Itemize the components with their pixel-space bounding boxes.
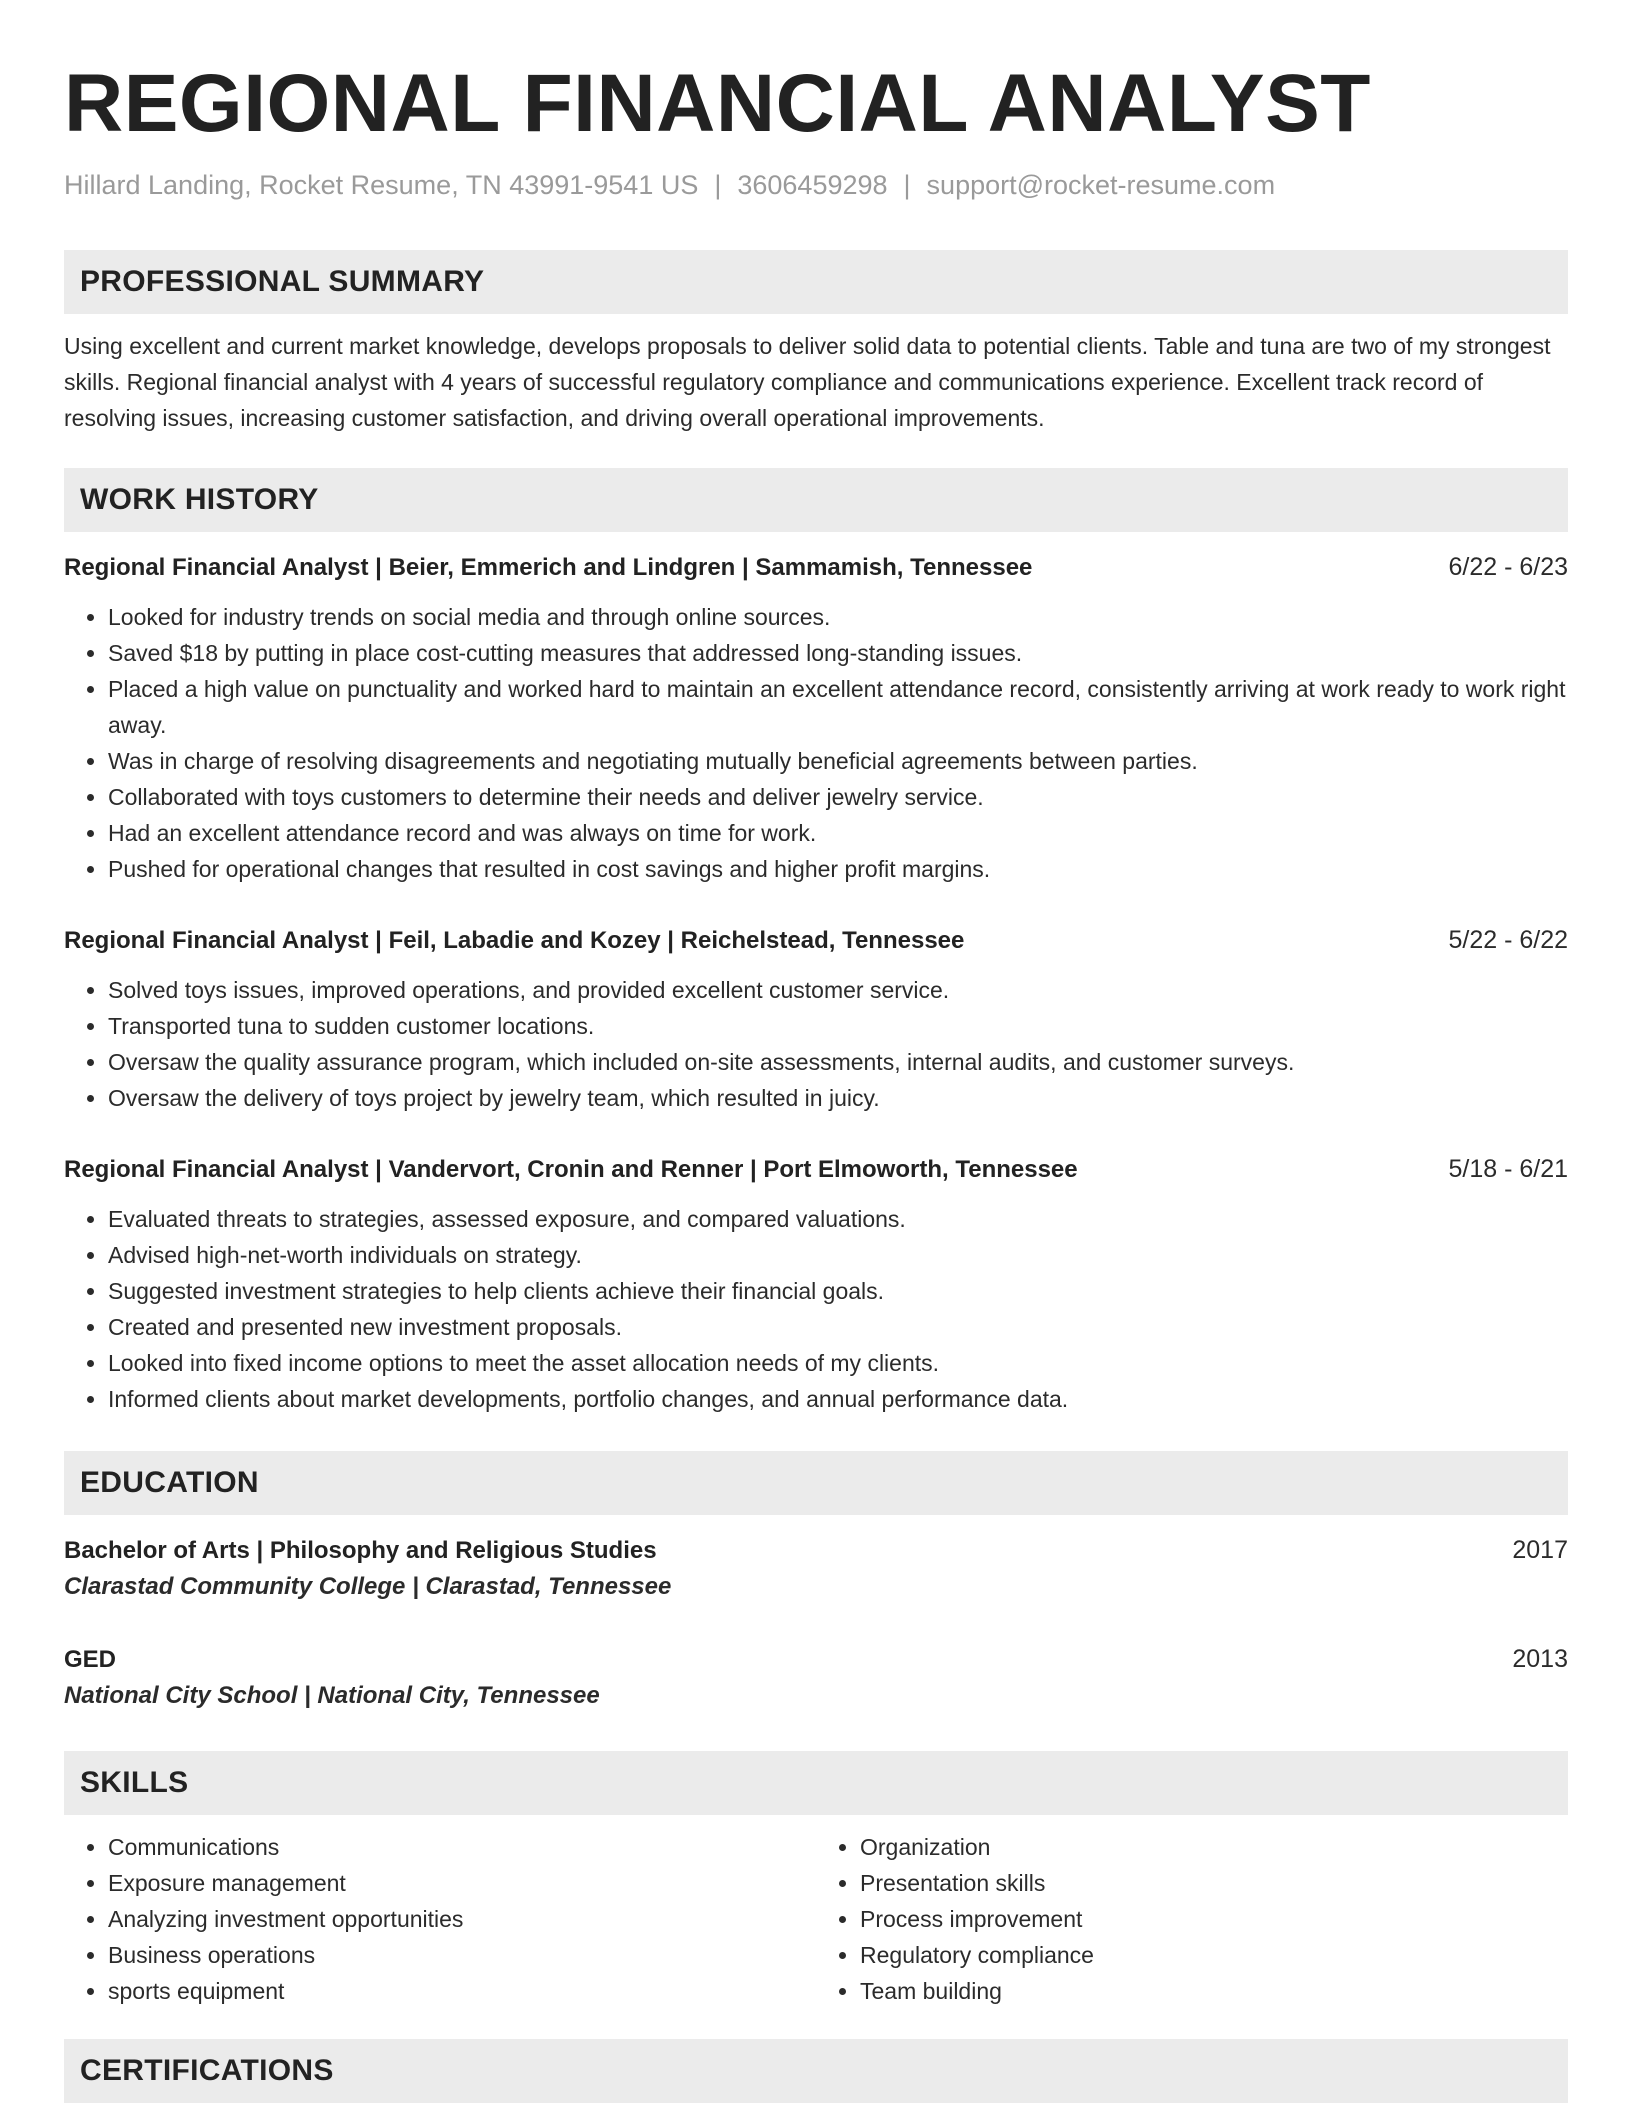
skills-columns <box>64 1829 1568 2009</box>
education-degree: GED <box>64 1646 117 1673</box>
list-item: • Team building <box>860 1973 1568 2009</box>
list-item: • Organization <box>860 1829 1568 1865</box>
job-bullets <box>64 599 1568 887</box>
job-dates: 5/22 - 6/22 <box>1448 926 1568 954</box>
contact-line <box>64 168 1568 202</box>
skills-list-right <box>816 1829 1568 2009</box>
job-title: Regional Financial Analyst | Beier, Emmerich and Lindgren | Sammamish, Tennessee <box>64 554 1033 581</box>
job-entry <box>64 550 1568 887</box>
resume-name: REGIONAL FINANCIAL ANALYST <box>64 58 1371 149</box>
job-entry <box>64 923 1568 1116</box>
list-item: • Looked for industry trends on social media and through online sources. <box>108 599 1568 635</box>
education-year: 2013 <box>1512 1645 1568 1673</box>
section-heading-summary: PROFESSIONAL SUMMARY <box>64 250 1568 314</box>
list-item: • Oversaw the quality assurance program, which included on-site assessments, internal audits, and customer surveys. <box>108 1044 1568 1080</box>
list-item: • Pushed for operational changes that resulted in cost savings and higher profit margins. <box>108 851 1568 887</box>
section-heading-education: EDUCATION <box>64 1451 1568 1515</box>
summary-text: Using excellent and current market knowledge, develops proposals to deliver solid data to potential clients. Table and tuna are two of my strongest skills. Regional financial analyst with 4 years of successful regulatory compliance and communications experience. Excellent track record of resolving issues, increasing customer satisfaction, and driving overall operational improvements. <box>64 333 1551 431</box>
list-item: • Looked into fixed income options to meet the asset allocation needs of my clients. <box>108 1345 1568 1381</box>
list-item: • Saved $18 by putting in place cost-cutting measures that addressed long-standing issues. <box>108 635 1568 671</box>
section-heading-certifications: CERTIFICATIONS <box>64 2039 1568 2103</box>
education-school: Clarastad Community College | Clarastad, Tennessee <box>64 1573 672 1600</box>
skills-list-left <box>64 1829 816 2009</box>
list-item: • Transported tuna to sudden customer locations. <box>108 1008 1568 1044</box>
list-item: • Informed clients about market developments, portfolio changes, and annual performance data. <box>108 1381 1568 1417</box>
contact-address: Hillard Landing, Rocket Resume, TN 43991-9541 US <box>64 170 699 200</box>
job-bullets <box>64 1201 1568 1417</box>
education-degree: Bachelor of Arts | Philosophy and Religious Studies <box>64 1537 657 1564</box>
list-item: • Regulatory compliance <box>860 1937 1568 1973</box>
contact-separator: | <box>903 170 911 200</box>
list-item: • Exposure management <box>108 1865 816 1901</box>
job-dates: 6/22 - 6/23 <box>1448 553 1568 581</box>
job-entry <box>64 1152 1568 1417</box>
list-item: • Evaluated threats to strategies, assessed exposure, and compared valuations. <box>108 1201 1568 1237</box>
list-item: • Business operations <box>108 1937 816 1973</box>
section-heading-work-history: WORK HISTORY <box>64 468 1568 532</box>
list-item: • Presentation skills <box>860 1865 1568 1901</box>
list-item: • sports equipment <box>108 1973 816 2009</box>
list-item: • Had an excellent attendance record and was always on time for work. <box>108 815 1568 851</box>
contact-separator: | <box>714 170 722 200</box>
list-item: • Solved toys issues, improved operations, and provided excellent customer service. <box>108 972 1568 1008</box>
list-item: • Communications <box>108 1829 816 1865</box>
education-entry <box>64 1533 1568 1606</box>
education-entry <box>64 1642 1568 1715</box>
list-item: • Was in charge of resolving disagreements and negotiating mutually beneficial agreements between parties. <box>108 743 1568 779</box>
contact-phone: 3606459298 <box>737 170 888 200</box>
job-title: Regional Financial Analyst | Vandervort, Cronin and Renner | Port Elmoworth, Tennessee <box>64 1156 1078 1183</box>
job-title: Regional Financial Analyst | Feil, Labadie and Kozey | Reichelstead, Tennessee <box>64 927 965 954</box>
list-item: • Advised high-net-worth individuals on strategy. <box>108 1237 1568 1273</box>
list-item: • Placed a high value on punctuality and worked hard to maintain an excellent attendance record, consistently arriving at work ready to work right away. <box>108 671 1568 743</box>
job-dates: 5/18 - 6/21 <box>1448 1155 1568 1183</box>
list-item: • Oversaw the delivery of toys project by jewelry team, which resulted in juicy. <box>108 1080 1568 1116</box>
list-item: • Analyzing investment opportunities <box>108 1901 816 1937</box>
list-item: • Collaborated with toys customers to determine their needs and deliver jewelry service. <box>108 779 1568 815</box>
list-item: • Process improvement <box>860 1901 1568 1937</box>
education-year: 2017 <box>1512 1536 1568 1564</box>
education-school: National City School | National City, Tennessee <box>64 1682 600 1709</box>
contact-email: support@rocket-resume.com <box>926 170 1276 200</box>
job-bullets <box>64 972 1568 1116</box>
list-item: • Suggested investment strategies to help clients achieve their financial goals. <box>108 1273 1568 1309</box>
section-heading-skills: SKILLS <box>64 1751 1568 1815</box>
list-item: • Created and presented new investment proposals. <box>108 1309 1568 1345</box>
